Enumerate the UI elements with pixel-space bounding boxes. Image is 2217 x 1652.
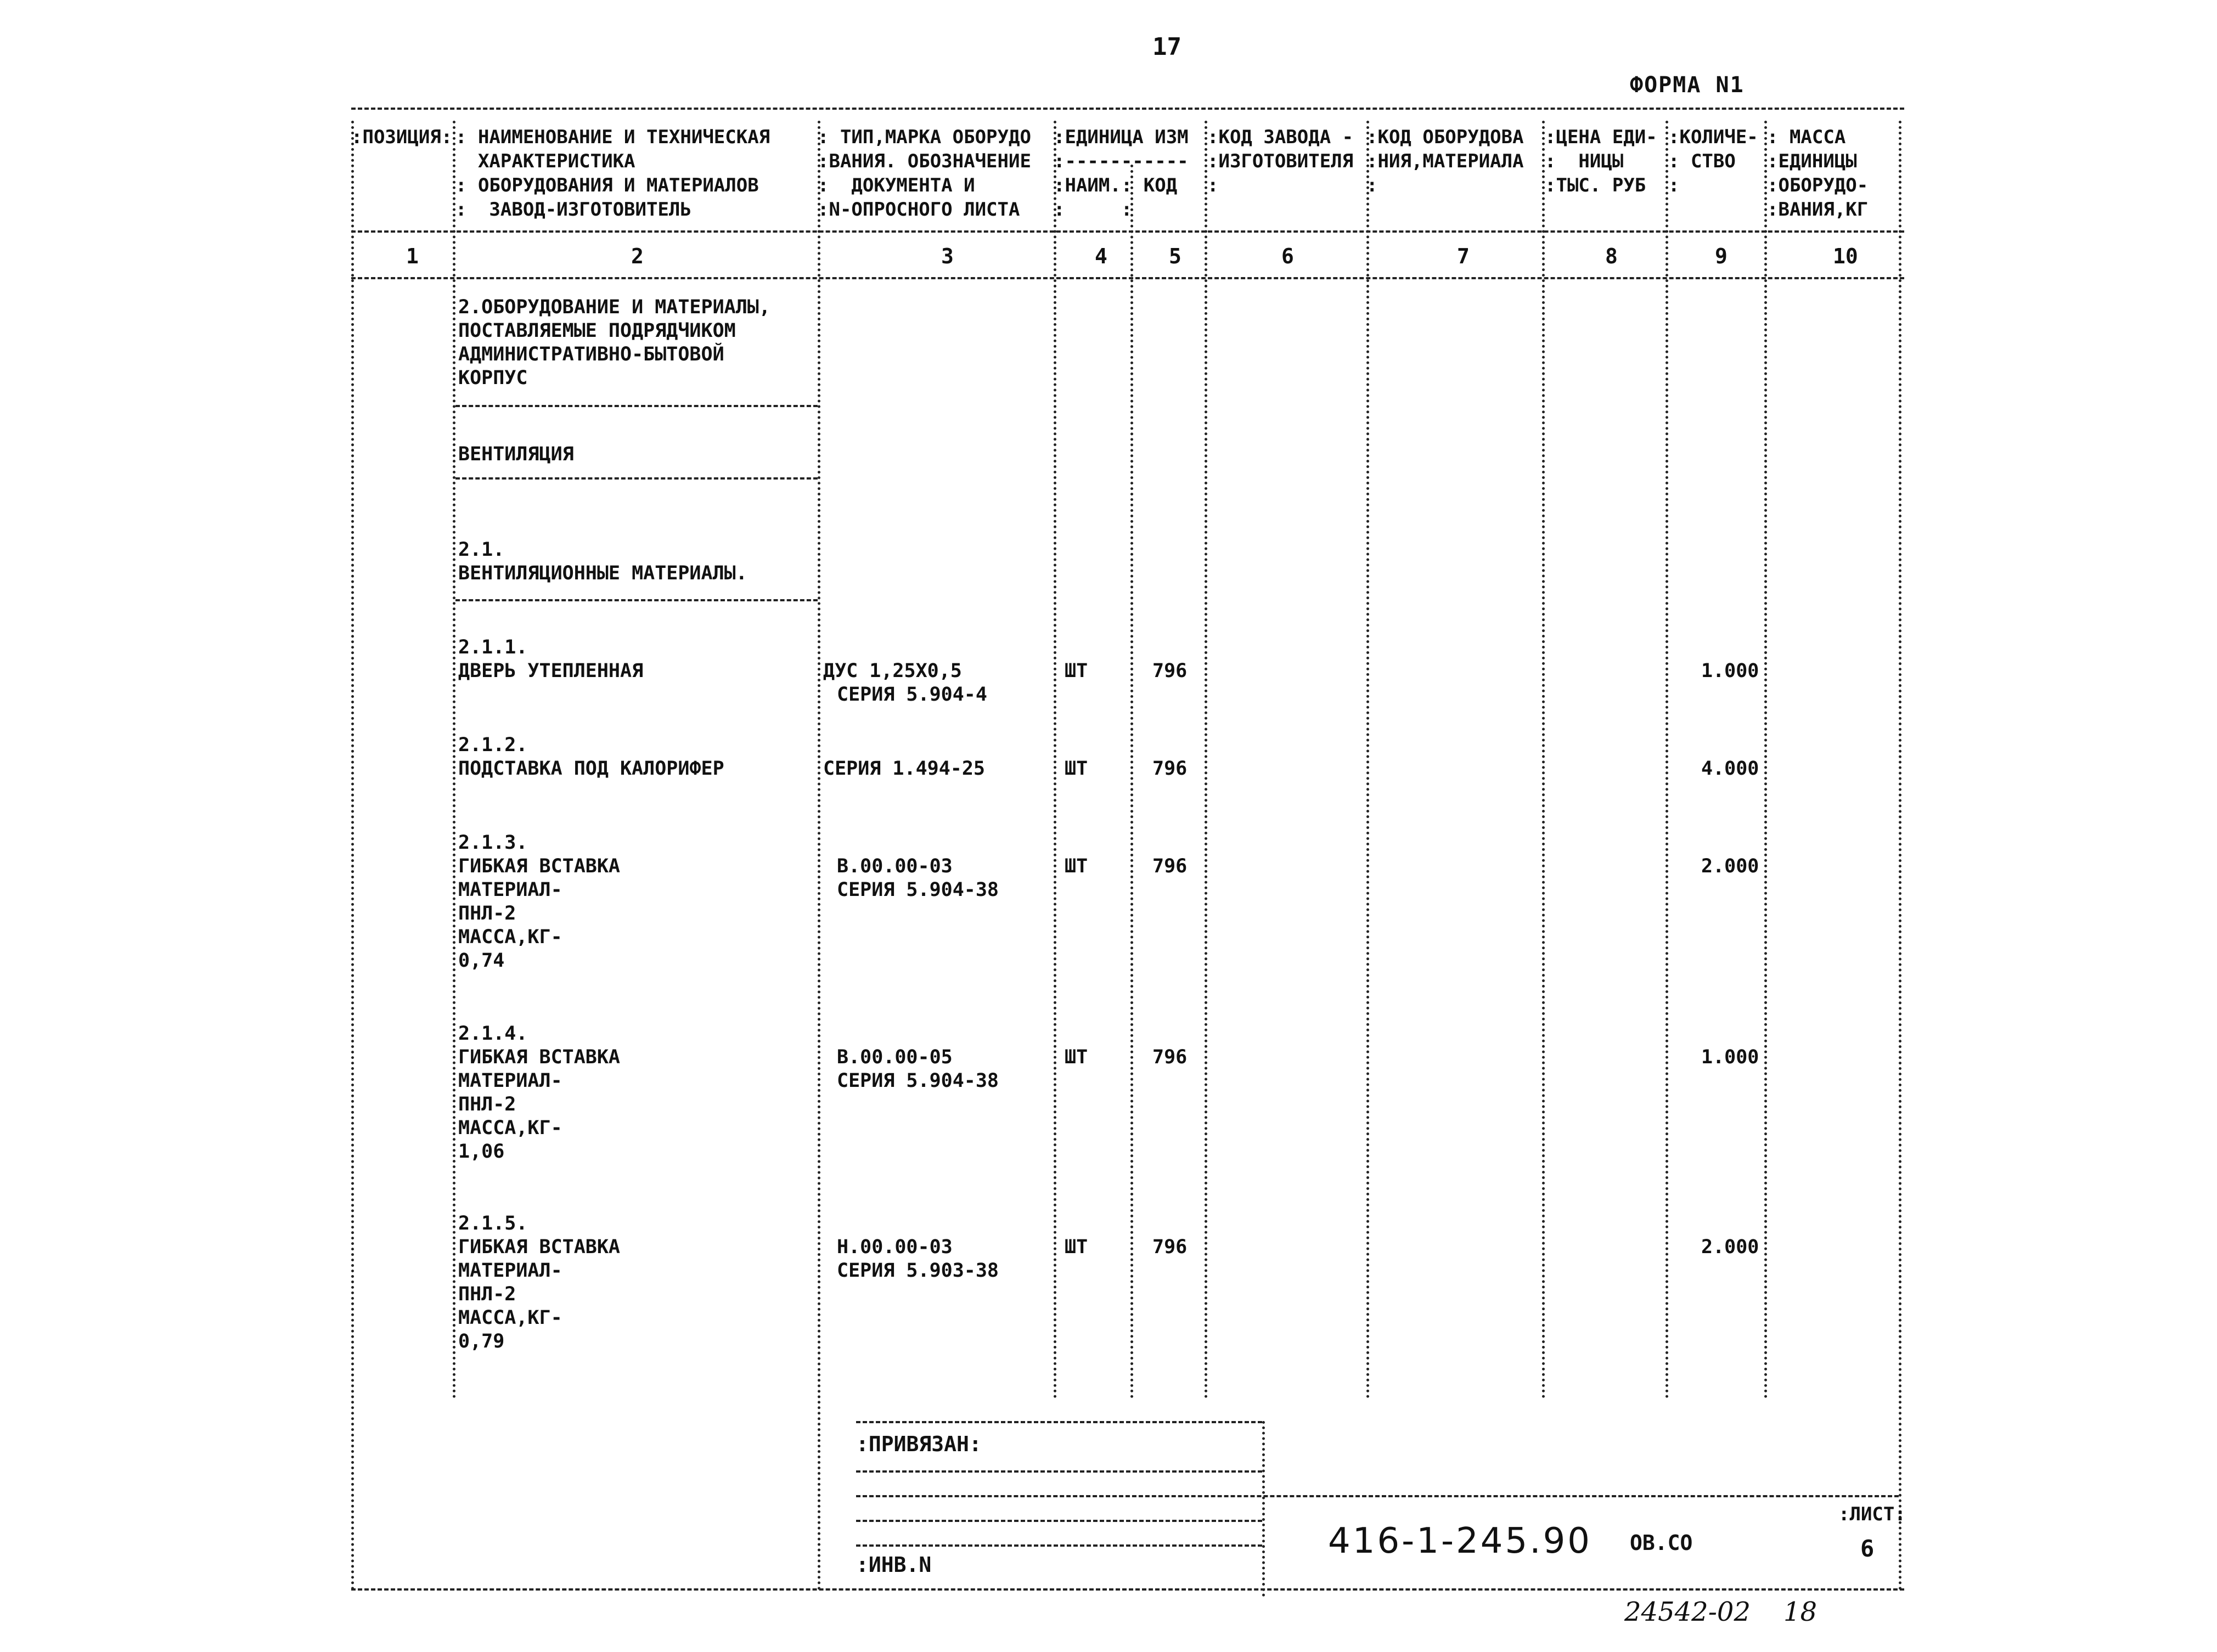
handwritten-archive-number: 24542-02 bbox=[1624, 1597, 1751, 1627]
row-name: 0,79 bbox=[458, 1330, 505, 1352]
column-number-1: 1 bbox=[406, 244, 419, 268]
row-name: МАТЕРИАЛ- bbox=[458, 879, 562, 901]
number-row-border bbox=[351, 277, 1904, 279]
form-label: ФОРМА N1 bbox=[1630, 72, 1745, 98]
column-divider bbox=[1366, 121, 1369, 1399]
row-name: ПОДСТАВКА ПОД КАЛОРИФЕР bbox=[458, 758, 724, 780]
row-quantity: 1.000 bbox=[1701, 1046, 1759, 1068]
row-name: МАССА,КГ- bbox=[458, 926, 562, 948]
column-divider bbox=[1205, 121, 1207, 1399]
stamp-divider bbox=[856, 1544, 1262, 1547]
row-type: СЕРИЯ 5.903-38 bbox=[837, 1260, 999, 1282]
table-bottom-border bbox=[351, 1588, 1904, 1591]
row-name: 2.1.4. bbox=[458, 1023, 528, 1045]
header-equipment-code: :КОД ОБОРУДОВА :НИЯ,МАТЕРИАЛА : bbox=[1366, 126, 1524, 196]
row-name: МАТЕРИАЛ- bbox=[458, 1260, 562, 1282]
column-number-3: 3 bbox=[941, 244, 954, 268]
design-number: 416-1-245.90 bbox=[1328, 1521, 1592, 1561]
header-price: :ЦЕНА ЕДИ- : НИЦЫ :ТЫС. РУБ bbox=[1545, 126, 1657, 196]
row-type: СЕРИЯ 5.904-38 bbox=[837, 1070, 999, 1092]
column-number-2: 2 bbox=[631, 244, 644, 268]
row-type: В.00.00-03 bbox=[837, 855, 953, 877]
row-name: 2.1.2. bbox=[458, 734, 528, 756]
row-name: ГИБКАЯ ВСТАВКА bbox=[458, 1046, 621, 1068]
column-number-6: 6 bbox=[1281, 244, 1294, 268]
row-name: 0,74 bbox=[458, 950, 505, 972]
inventory-label: :ИНВ.N bbox=[856, 1553, 932, 1577]
row-code: 796 bbox=[1152, 855, 1188, 877]
privyazan-label: :ПРИВЯЗАН: bbox=[856, 1432, 982, 1456]
row-unit: ШТ bbox=[1065, 855, 1088, 877]
row-name: 2.1. bbox=[458, 539, 505, 561]
row-quantity: 2.000 bbox=[1701, 1236, 1759, 1258]
row-name: 2.ОБОРУДОВАНИЕ И МАТЕРИАЛЫ, bbox=[458, 296, 770, 318]
row-name: МАТЕРИАЛ- bbox=[458, 1070, 562, 1092]
row-code: 796 bbox=[1152, 1046, 1188, 1068]
stamp-divider bbox=[856, 1520, 1262, 1522]
row-name: МАССА,КГ- bbox=[458, 1307, 562, 1329]
row-quantity: 1.000 bbox=[1701, 660, 1759, 682]
column-number-4: 4 bbox=[1095, 244, 1107, 268]
row-name: 2.1.3. bbox=[458, 832, 528, 854]
column-divider bbox=[1130, 165, 1133, 1399]
column-number-7: 7 bbox=[1457, 244, 1470, 268]
header-name: : НАИМЕНОВАНИЕ И ТЕХНИЧЕСКАЯ ХАРАКТЕРИСТИКА : ОБОРУДОВАНИЯ И МАТЕРИАЛОВ : ЗАВОД-ИЗГОТОВИТЕЛЬ bbox=[455, 126, 770, 221]
header-type: : ТИП,МАРКА ОБОРУДО :ВАНИЯ. ОБОЗНАЧЕНИЕ : ДОКУМЕНТА И :N-ОПРОСНОГО ЛИСТА bbox=[818, 126, 1031, 221]
row-type: СЕРИЯ 5.904-4 bbox=[837, 684, 987, 706]
header-quantity: :КОЛИЧЕ- : СТВО : bbox=[1668, 126, 1758, 196]
header-position: :ПОЗИЦИЯ: bbox=[351, 126, 453, 148]
row-name: ГИБКАЯ ВСТАВКА bbox=[458, 855, 621, 877]
column-number-9: 9 bbox=[1715, 244, 1728, 268]
column-divider bbox=[1665, 121, 1668, 1399]
page-number: 17 bbox=[1152, 33, 1181, 61]
row-name: ПНЛ-2 bbox=[458, 903, 516, 924]
column-number-5: 5 bbox=[1169, 244, 1181, 268]
row-name: МАССА,КГ- bbox=[458, 1117, 562, 1139]
row-type: ДУС 1,25Х0,5 bbox=[823, 660, 962, 682]
sheet-label: :ЛИСТ: bbox=[1838, 1503, 1906, 1525]
header-mass: : МАССА :ЕДИНИЦЫ :ОБОРУДО- :ВАНИЯ,КГ bbox=[1767, 126, 1869, 221]
row-name: ДВЕРЬ УТЕПЛЕННАЯ bbox=[458, 660, 644, 682]
row-name: 2.1.5. bbox=[458, 1213, 528, 1234]
column-divider bbox=[1542, 121, 1545, 1399]
column-divider bbox=[1899, 121, 1901, 1591]
stamp-divider bbox=[856, 1495, 1899, 1497]
column-number-8: 8 bbox=[1605, 244, 1618, 268]
stamp-divider bbox=[856, 1470, 1262, 1473]
table-top-border bbox=[351, 108, 1904, 110]
row-type: СЕРИЯ 1.494-25 bbox=[823, 758, 986, 780]
row-quantity: 2.000 bbox=[1701, 855, 1759, 877]
row-unit: ШТ bbox=[1065, 1046, 1088, 1068]
row-unit: ШТ bbox=[1065, 1236, 1088, 1258]
stamp-divider bbox=[1262, 1421, 1265, 1597]
stamp-divider bbox=[856, 1421, 1262, 1423]
row-name: ПНЛ-2 bbox=[458, 1093, 516, 1115]
row-code: 796 bbox=[1152, 1236, 1188, 1258]
sheet-number: 6 bbox=[1860, 1535, 1875, 1562]
row-name: 2.1.1. bbox=[458, 636, 528, 658]
column-divider bbox=[1764, 121, 1767, 1399]
row-type: Н.00.00-03 bbox=[837, 1236, 953, 1258]
column-divider bbox=[1054, 121, 1056, 1399]
column-divider bbox=[453, 121, 455, 1399]
column-number-10: 10 bbox=[1833, 244, 1858, 268]
row-name: ГИБКАЯ ВСТАВКА bbox=[458, 1236, 621, 1258]
row-name: КОРПУС bbox=[458, 367, 528, 389]
row-name: ВЕНТИЛЯЦИОННЫЕ МАТЕРИАЛЫ. bbox=[458, 562, 747, 584]
section-divider bbox=[455, 405, 818, 407]
row-type: В.00.00-05 bbox=[837, 1046, 953, 1068]
row-code: 796 bbox=[1152, 660, 1188, 682]
header-unit: :ЕДИНИЦА ИЗМ :----------- :НАИМ.: КОД : : bbox=[1054, 126, 1189, 221]
handwritten-page-number: 18 bbox=[1783, 1597, 1818, 1627]
column-divider bbox=[351, 121, 354, 1591]
row-name: ПОСТАВЛЯЕМЫЕ ПОДРЯДЧИКОМ bbox=[458, 320, 736, 342]
row-unit: ШТ bbox=[1065, 758, 1088, 780]
header-factory-code: :КОД ЗАВОДА - :ИЗГОТОВИТЕЛЯ : bbox=[1207, 126, 1354, 196]
row-code: 796 bbox=[1152, 758, 1188, 780]
row-name: ВЕНТИЛЯЦИЯ bbox=[458, 443, 574, 465]
row-name: 1,06 bbox=[458, 1141, 505, 1163]
row-name: ПНЛ-2 bbox=[458, 1283, 516, 1305]
section-divider bbox=[455, 599, 818, 601]
row-quantity: 4.000 bbox=[1701, 758, 1759, 780]
section-divider bbox=[455, 477, 818, 480]
row-unit: ШТ bbox=[1065, 660, 1088, 682]
column-divider bbox=[818, 121, 820, 1591]
row-type: СЕРИЯ 5.904-38 bbox=[837, 879, 999, 901]
header-bottom-border bbox=[351, 230, 1904, 233]
row-name: АДМИНИСТРАТИВНО-БЫТОВОЙ bbox=[458, 343, 724, 365]
document-code: ОВ.СО bbox=[1630, 1531, 1693, 1555]
